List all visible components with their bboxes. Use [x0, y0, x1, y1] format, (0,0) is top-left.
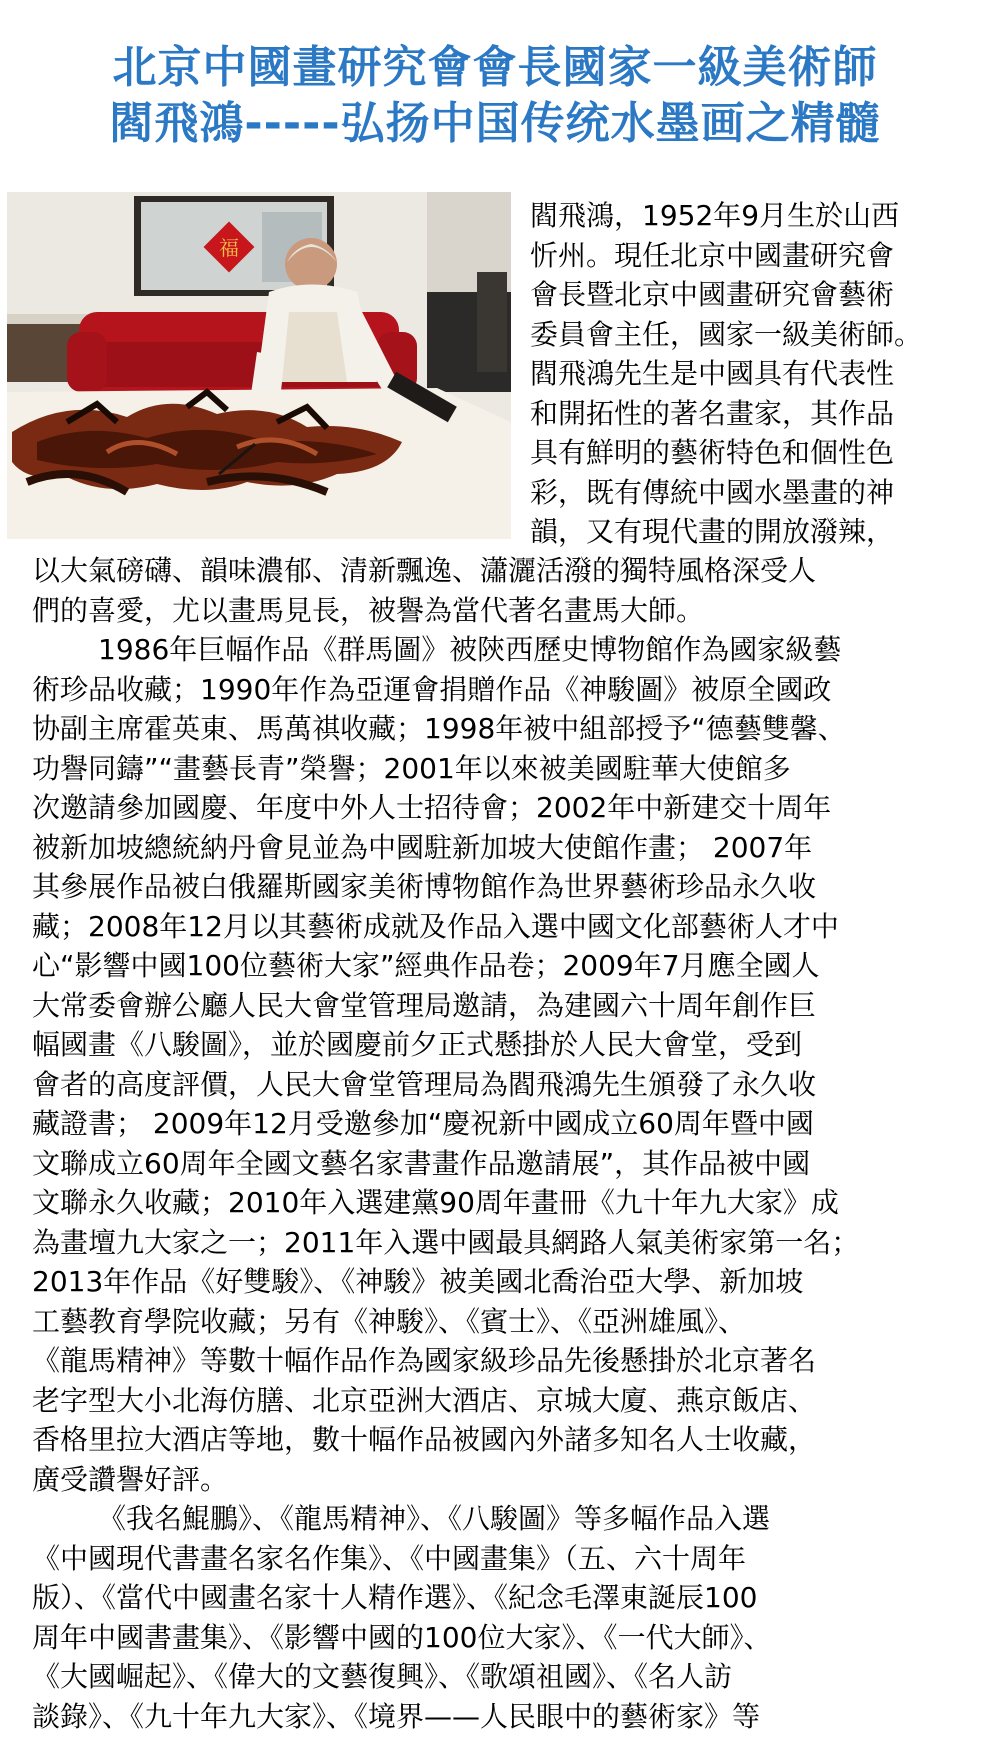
body-line: 协副主席霍英東、馬萬祺收藏；1998年被中組部授予“德藝雙馨、: [32, 712, 846, 745]
body-line: 談錄》、《九十年九大家》、《境界——人民眼中的藝術家》等: [32, 1699, 761, 1733]
body-line: 大常委會辦公廳人民大會堂管理局邀請，為建國六十周年創作巨: [32, 988, 817, 1022]
intro-text-beside-photo: [530, 196, 982, 552]
body-line: 《大國崛起》、《偉大的文藝復興》、《歌頌祖國》、《名人訪: [32, 1660, 733, 1693]
body-line: 功譽同鑄”“畫藝長青”榮譽；2001年以來被美國駐華大使館多: [32, 751, 791, 785]
side-line: 會長暨北京中國畫研究會藝術: [530, 278, 895, 311]
title-line-1: 北京中國畫研究會會長國家一級美術師: [112, 42, 878, 93]
body-line: 以大氣磅礴、韻味濃郁、清新飄逸、瀟灑活潑的獨特風格深受人: [32, 554, 817, 587]
body-line: 老字型大小北海仿膳、北京亞洲大酒店、京城大廈、燕京飯店、: [32, 1383, 817, 1417]
body-line: 《龍馬精神》等數十幅作品作為國家級珍品先後懸掛於北京著名: [32, 1344, 817, 1377]
body-line: 其參展作品被白俄羅斯國家美術博物館作為世界藝術珍品永久收: [32, 870, 817, 903]
body-line: 被新加坡總統納丹會見並為中國駐新加坡大使館作畫； 2007年: [32, 830, 813, 864]
body-line: 文聯永久收藏；2010年入選建黨90周年畫冊《九十年九大家》成: [32, 1186, 839, 1219]
body-line: 2013年作品《好雙駿》、《神駿》被美國北喬治亞大學、新加坡: [32, 1265, 804, 1298]
body-line: 術珍品收藏；1990年作為亞運會捐贈作品《神駿圖》被原全國政: [32, 672, 832, 706]
body-line: 《我名鯤鵬》、《龍馬精神》、《八駿圖》等多幅作品入選: [98, 1502, 771, 1535]
body-line: 幅國畫《八駿圖》，並於國慶前夕正式懸掛於人民大會堂，受到: [32, 1028, 803, 1061]
body-line: 廣受讚譽好評。: [32, 1462, 229, 1496]
side-line: 忻州。現任北京中國畫研究會: [530, 238, 895, 272]
body-line: 周年中國書畫集》、《影響中國的100位大家》、《一代大師》、: [32, 1620, 772, 1654]
body-line: 工藝教育學院收藏；另有《神駿》、《賓士》、《亞洲雄風》、: [32, 1304, 747, 1338]
side-line: 彩，既有傳統中國水墨畫的神: [530, 475, 895, 509]
page-title: [0, 40, 990, 152]
body-line: 版）、《當代中國畫名家十人精作選》、《紀念毛澤東誕辰100: [32, 1581, 758, 1614]
title-line-2: 閻飛鴻-----弘扬中国传统水墨画之精髓: [109, 98, 881, 149]
body-line: 藏；2008年12月以其藝術成就及作品入選中國文化部藝術人才中: [32, 909, 839, 943]
side-line: 韻，又有現代畫的開放潑辣，: [530, 515, 895, 548]
body-line: 們的喜愛，尤以畫馬見長，被譽為當代著名畫馬大師。: [32, 593, 705, 627]
body-line: 1986年巨幅作品《群馬圖》被陝西歷史博物館作為國家級藝: [98, 633, 842, 666]
side-line: 具有鮮明的藝術特色和個性色: [530, 436, 895, 469]
fu-character: 福: [219, 236, 239, 260]
body-line: 藏證書； 2009年12月受邀參加“慶祝新中國成立60周年暨中國: [32, 1107, 814, 1140]
body-line: 次邀請參加國慶、年度中外人士招待會；2002年中新建交十周年: [32, 791, 832, 824]
artist-painting-photo: [7, 192, 511, 539]
side-line: 和開拓性的著名畫家，其作品: [530, 396, 895, 430]
body-line: 香格里拉大酒店等地，數十幅作品被國內外諸多知名人士收藏，: [32, 1423, 817, 1456]
body-line: 心“影響中國100位藝術大家”經典作品卷；2009年7月應全國人: [32, 949, 820, 982]
body-line: 《中國現代書畫名家名作集》、《中國畫集》（五、六十周年: [32, 1541, 747, 1575]
body-line: 文聯成立60周年全國文藝名家書畫作品邀請展”，其作品被中國: [32, 1146, 811, 1180]
side-line: 委員會主任，國家一級美術師。: [530, 317, 923, 351]
body-line: 會者的高度評價，人民大會堂管理局為閻飛鴻先生頒發了永久收: [32, 1067, 817, 1101]
side-line: 閻飛鴻，1952年9月生於山西: [530, 199, 900, 232]
side-line: 閻飛鴻先生是中國具有代表性: [530, 357, 895, 390]
body-line: 為畫壇九大家之一；2011年入選中國最具網路人氣美術家第一名；: [32, 1225, 860, 1259]
biography-body: [32, 551, 982, 1736]
